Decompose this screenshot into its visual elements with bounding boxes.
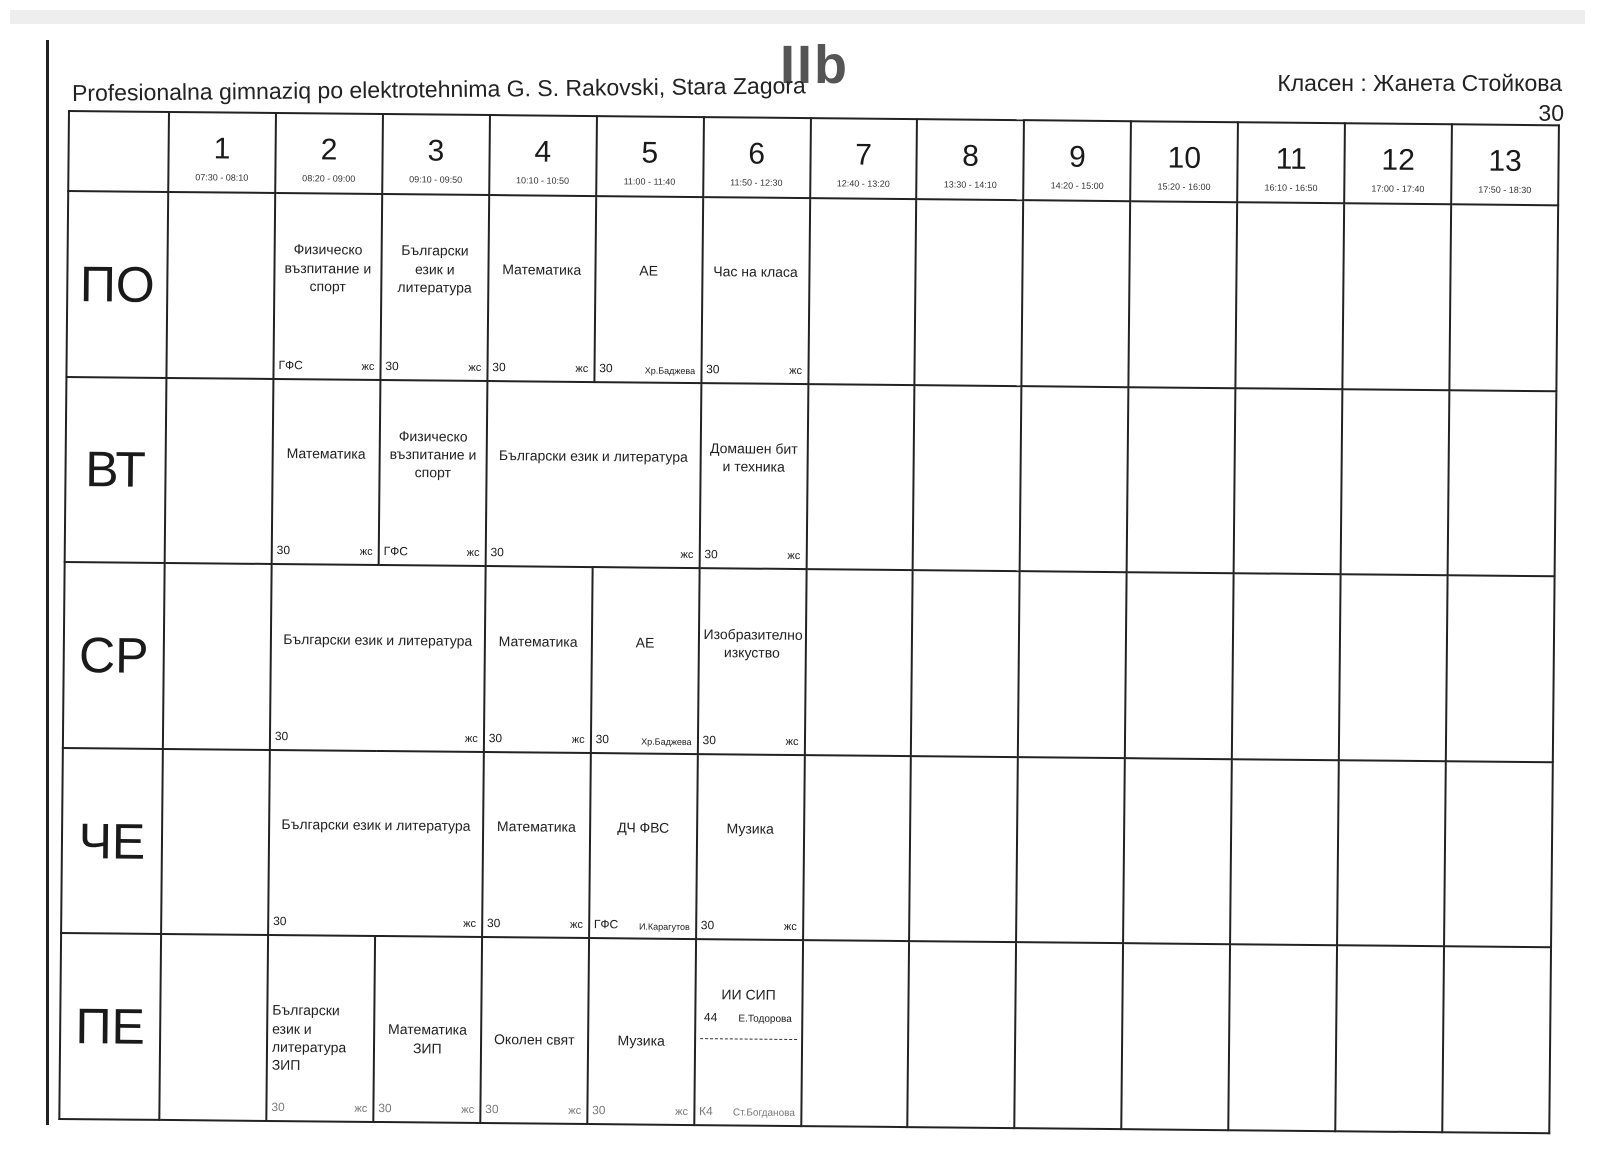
- period-header: [1451, 124, 1559, 205]
- lesson-empty: [1446, 575, 1555, 762]
- lesson-subject: Околен свят: [493, 1031, 575, 1049]
- lesson-subject: ИИ СИП: [721, 986, 776, 1004]
- lesson-empty: [166, 192, 275, 379]
- lesson-teacher: Ст.Богданова: [732, 1107, 795, 1120]
- period-number: 4: [534, 135, 552, 169]
- lesson-room: 30: [378, 1101, 392, 1116]
- lesson-cell: [273, 193, 382, 380]
- period-number: 3: [427, 134, 445, 168]
- period-time: 09:10 - 09:50: [409, 174, 463, 185]
- lesson-cell: [482, 752, 591, 939]
- lesson-cell: [380, 194, 489, 381]
- lesson-teacher: жс: [675, 1105, 689, 1118]
- homeroom-teacher: Класен : Жанета Стойкова: [1277, 70, 1562, 96]
- period-number: 1: [213, 132, 231, 166]
- day-row-mon: [66, 191, 1558, 391]
- lesson-teacher: Хр.Баджева: [641, 736, 692, 747]
- corner-cell: [68, 111, 169, 192]
- lesson-subject: АЕ: [635, 634, 655, 651]
- lesson-empty: [803, 755, 912, 942]
- class-mark: IIb: [780, 35, 849, 95]
- period-header: [917, 119, 1025, 200]
- lesson-empty: [1442, 947, 1551, 1134]
- lesson-empty: [806, 384, 915, 571]
- lesson-room: 30: [702, 732, 717, 748]
- lesson-room: ГФС: [278, 357, 303, 372]
- period-header: [596, 116, 704, 197]
- lesson-empty: [1230, 759, 1339, 946]
- lesson-cell: [701, 197, 810, 384]
- lesson-teacher: жс: [568, 1104, 582, 1117]
- lesson-subject: Физическо възпитание и спорт: [389, 427, 477, 481]
- lesson-subject: Домашен бит и техника: [709, 440, 798, 475]
- lesson-room: 30: [592, 1103, 606, 1118]
- period-header: [703, 117, 811, 198]
- lesson-room: 30: [273, 914, 287, 929]
- period-number: 12: [1381, 143, 1416, 177]
- lesson-empty: [1228, 945, 1337, 1132]
- lesson-subject: Математика: [496, 818, 576, 836]
- lesson-cell-double: [485, 381, 701, 569]
- lesson-empty: [1339, 574, 1448, 761]
- lesson-empty: [1234, 388, 1343, 575]
- lesson-empty: [1444, 761, 1553, 948]
- lesson-cell: [589, 753, 698, 940]
- lesson-teacher: жс: [789, 364, 803, 377]
- lesson-room: 30: [599, 360, 613, 375]
- lesson-room: ГФС: [383, 544, 408, 559]
- lesson-room: ГФС: [593, 917, 619, 932]
- period-time: 10:10 - 10:50: [516, 175, 570, 186]
- period-header: [1344, 123, 1452, 204]
- lesson-empty: [1122, 944, 1231, 1131]
- lesson-cell: [594, 196, 703, 383]
- day-row-wed: [63, 562, 1555, 762]
- lesson-empty: [1236, 202, 1345, 389]
- period-header: [1024, 120, 1132, 201]
- lesson-teacher: жс: [461, 1103, 475, 1116]
- lesson-empty: [910, 756, 1019, 943]
- lesson-subject: Физическо възпитание и спорт: [284, 241, 372, 295]
- lesson-cell: [696, 754, 805, 941]
- lesson-empty: [159, 934, 268, 1121]
- day-row-tue: [65, 377, 1557, 577]
- lesson-subject: АЕ: [639, 262, 659, 280]
- lesson-room: 30: [486, 916, 501, 931]
- lesson-subject: Математика: [502, 261, 582, 279]
- lesson-room: 30: [488, 730, 503, 745]
- lesson-empty: [1018, 571, 1127, 758]
- lesson-empty: [908, 941, 1017, 1128]
- lesson-empty: [1341, 389, 1450, 576]
- period-header: [168, 112, 276, 193]
- period-time: 12:40 - 13:20: [836, 178, 890, 189]
- period-number: 10: [1167, 141, 1202, 175]
- period-time: 11:00 - 11:40: [623, 176, 676, 187]
- lesson-subject: Български език и литература ЗИП: [271, 1001, 347, 1073]
- lesson-empty: [1020, 386, 1129, 573]
- lesson-room: 30: [700, 918, 715, 933]
- lesson-teacher: жс: [680, 549, 694, 562]
- lesson-empty: [1337, 760, 1446, 947]
- period-header: [489, 115, 597, 196]
- lesson-empty: [801, 940, 910, 1127]
- lesson-teacher: жс: [466, 547, 480, 560]
- period-header: [382, 114, 490, 195]
- lesson-empty: [1335, 946, 1444, 1133]
- period-number: 7: [855, 138, 873, 172]
- lesson-room: 30: [274, 728, 289, 743]
- school-name: Profesionalna gimnaziq po elektrotehnima G. S. Rakovski, Stara Zagora: [71, 72, 806, 106]
- period-header: [275, 113, 383, 194]
- day-label: ПО: [66, 191, 168, 378]
- lesson-subject: Математика: [498, 632, 578, 650]
- period-time: 17:50 - 18:30: [1478, 184, 1532, 196]
- lesson-room: К4: [698, 1104, 713, 1119]
- lesson-subject: Български език и литература: [283, 630, 473, 649]
- period-number: 13: [1488, 144, 1522, 178]
- lesson-empty: [1232, 573, 1341, 760]
- period-time: 17:00 - 17:40: [1371, 183, 1425, 195]
- lesson-empty: [1127, 387, 1236, 574]
- scan-shadow: [10, 10, 1585, 24]
- lesson-teacher: жс: [354, 1102, 368, 1115]
- lesson-subject: Български език и литература: [498, 447, 688, 465]
- lesson-empty: [161, 749, 270, 936]
- lesson-teacher: жс: [575, 362, 589, 375]
- lesson-teacher: жс: [783, 921, 797, 934]
- lesson-teacher: жс: [464, 732, 478, 745]
- period-time: 15:20 - 16:00: [1157, 181, 1211, 192]
- lesson-cell: [480, 937, 589, 1124]
- lesson-subject: Математика: [286, 445, 366, 462]
- lesson-room: 30: [490, 545, 504, 560]
- lesson-teacher: жс: [361, 360, 375, 373]
- lesson-cell: [272, 379, 381, 566]
- lesson-empty: [913, 385, 1022, 572]
- lesson-cell: [266, 935, 375, 1122]
- day-label: СР: [63, 562, 165, 749]
- lesson-teacher: жс: [785, 735, 799, 748]
- period-time: 13:30 - 14:10: [943, 179, 997, 190]
- period-number: 6: [748, 137, 766, 171]
- lesson-empty: [911, 570, 1020, 757]
- period-number: 11: [1275, 142, 1307, 176]
- lesson-teacher: Хр.Баджева: [644, 365, 696, 376]
- lesson-empty: [1015, 943, 1124, 1130]
- lesson-empty: [1022, 200, 1131, 387]
- lesson-teacher: жс: [571, 733, 585, 746]
- lesson-empty: [808, 198, 917, 385]
- period-time: 08:20 - 09:00: [302, 173, 356, 184]
- lesson-empty: [1343, 203, 1452, 390]
- lesson-teacher: жс: [468, 361, 482, 374]
- day-label: ЧЕ: [61, 748, 163, 935]
- lesson-subject: Изобразително изкуство: [703, 625, 803, 661]
- lesson-cell: [697, 568, 806, 755]
- period-header: [1130, 121, 1238, 202]
- day-row-thu: [61, 748, 1553, 948]
- period-header: [810, 118, 918, 199]
- period-number: 8: [962, 139, 980, 173]
- lesson-subject: ДЧ ФВС: [617, 819, 670, 836]
- homeroom-room: 30: [1538, 100, 1564, 126]
- lesson-teacher: Е.Тодорова: [738, 1013, 792, 1026]
- lesson-room: 30: [492, 359, 506, 374]
- lesson-subject: Български език и литература: [397, 242, 472, 296]
- lesson-empty: [1448, 390, 1557, 577]
- day-label: ПЕ: [59, 933, 161, 1120]
- lesson-cell: [699, 383, 808, 570]
- timetable-grid: [58, 110, 1560, 1134]
- split-group-top: [700, 952, 798, 1040]
- lesson-empty: [1123, 758, 1232, 945]
- lesson-cell: [587, 938, 696, 1125]
- lesson-room: 30: [704, 547, 718, 562]
- lesson-empty: [915, 199, 1024, 386]
- lesson-cell: [378, 380, 487, 567]
- lesson-empty: [163, 563, 272, 750]
- period-number: 5: [641, 136, 659, 170]
- lesson-empty: [1129, 201, 1238, 388]
- lesson-subject: Математика ЗИП: [387, 1021, 468, 1056]
- lesson-empty: [1016, 757, 1125, 944]
- lesson-subject: Час на класа: [713, 263, 798, 281]
- lesson-teacher: жс: [359, 546, 373, 559]
- lesson-teacher: жс: [569, 919, 583, 932]
- period-time: 11:50 - 12:30: [730, 177, 783, 188]
- lesson-room: 30: [485, 1102, 499, 1117]
- period-number: 2: [320, 133, 338, 167]
- lesson-room: 30: [595, 731, 610, 747]
- lesson-subject: Музика: [726, 820, 774, 837]
- lesson-subject: Български език и литература: [281, 816, 471, 835]
- lesson-room: 30: [385, 358, 399, 373]
- lesson-empty: [804, 569, 913, 756]
- lesson-cell: [591, 567, 700, 754]
- lesson-cell-double: [268, 750, 484, 938]
- lesson-cell: [484, 566, 593, 753]
- day-row-fri: [59, 933, 1551, 1133]
- lesson-empty: [1449, 204, 1558, 391]
- period-number: 9: [1068, 140, 1086, 174]
- lesson-teacher: жс: [787, 550, 801, 563]
- lesson-teacher: И.Карагутов: [638, 921, 690, 933]
- lesson-room: 30: [276, 543, 291, 558]
- period-header-row: [68, 111, 1559, 205]
- day-label: ВТ: [65, 377, 167, 564]
- lesson-cell-double: [270, 564, 486, 752]
- lesson-cell: [373, 936, 482, 1123]
- lesson-room: 44: [703, 1010, 718, 1025]
- lesson-cell-split: [694, 939, 803, 1126]
- period-time: 14:20 - 15:00: [1050, 180, 1104, 191]
- lesson-cell: [487, 195, 596, 382]
- period-time: 07:30 - 08:10: [195, 172, 249, 183]
- period-header: [1237, 122, 1345, 203]
- lesson-teacher: жс: [463, 918, 477, 931]
- lesson-empty: [165, 378, 274, 565]
- lesson-empty: [1125, 572, 1234, 759]
- lesson-room: 30: [706, 361, 720, 376]
- period-time: 16:10 - 16:50: [1264, 182, 1318, 193]
- binding-edge: [46, 40, 49, 1125]
- lesson-room: 30: [271, 1099, 285, 1115]
- lesson-subject: Музика: [617, 1032, 665, 1050]
